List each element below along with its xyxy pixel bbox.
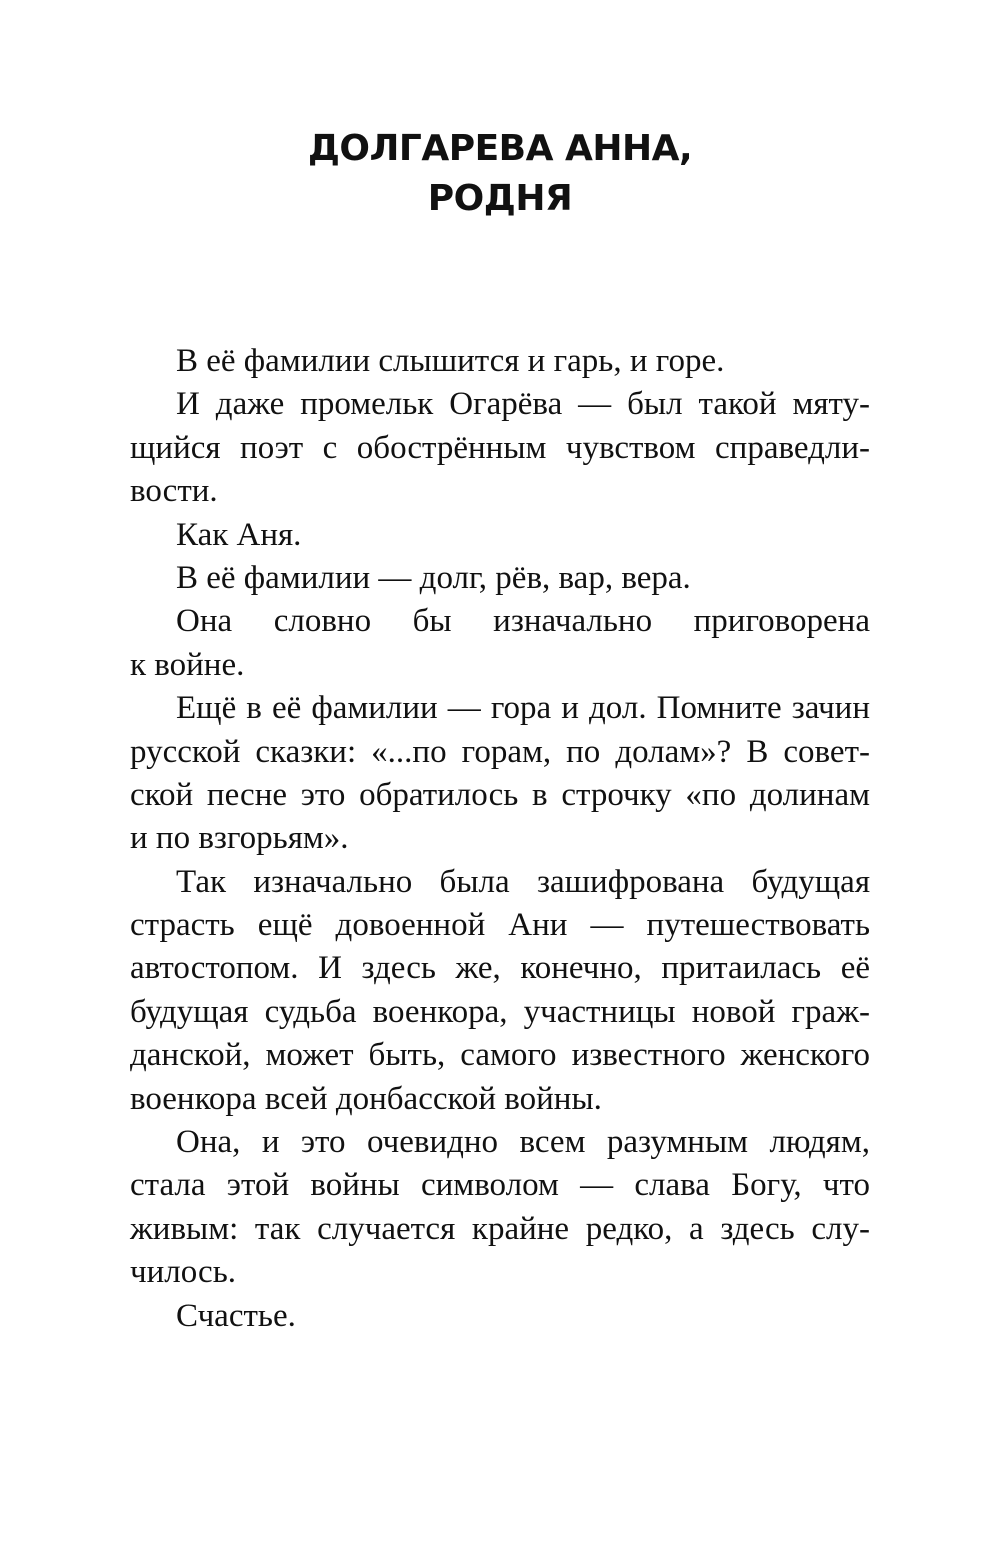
- paragraph: [130, 861, 870, 1121]
- paragraph: [130, 600, 870, 687]
- text-line: Ещё в её фамилии — гора и дол. Помните зачин: [176, 690, 870, 727]
- text-line: русской сказки: «...по горам, по долам»? В совет-: [130, 733, 870, 770]
- body-text: [130, 340, 870, 1338]
- text-line: чилось.: [130, 1254, 236, 1291]
- text-line: щийся поэт с обострённым чувством справедли-: [130, 429, 870, 466]
- text-line: Она словно бы изначально приговорена: [176, 603, 870, 640]
- text-line: вости.: [130, 473, 218, 510]
- text-line: ской песне это обратилось в строчку «по долинам: [130, 776, 870, 813]
- text-line: стала этой войны символом — слава Богу, что: [130, 1167, 870, 1204]
- text-line: живым: так случается крайне редко, а здесь слу-: [130, 1210, 870, 1247]
- paragraph: [130, 1295, 870, 1338]
- paragraph: [130, 383, 870, 513]
- text-line: к войне.: [130, 646, 245, 683]
- paragraph: [130, 340, 870, 383]
- paragraph: [130, 514, 870, 557]
- text-line: В её фамилии слышится и гарь, и горе.: [176, 343, 725, 379]
- text-line: страсть ещё довоенной Ани — путешествовать: [130, 907, 870, 944]
- text-line: Она, и это очевидно всем разумным людям,: [176, 1124, 870, 1161]
- paragraph: [130, 1121, 870, 1295]
- title-line-1: ДОЛГАРЕВА АННА,: [307, 128, 693, 169]
- text-line: и по взгорьям».: [130, 820, 349, 857]
- text-line: будущая судьба военкора, участницы новой граж-: [130, 993, 870, 1030]
- text-line: Счастье.: [176, 1297, 296, 1334]
- text-line: В её фамилии — долг, рёв, вар, вера.: [176, 559, 691, 596]
- text-line: военкора всей донбасской войны.: [130, 1080, 602, 1117]
- page-title: [0, 124, 1000, 224]
- text-line: Так изначально была зашифрована будущая: [176, 863, 870, 900]
- text-line: данской, может быть, самого известного женского: [130, 1037, 870, 1074]
- text-line: автостопом. И здесь же, конечно, притаилась её: [130, 950, 870, 987]
- title-line-2: РОДНЯ: [427, 178, 573, 219]
- paragraph: [130, 687, 870, 861]
- text-line: И даже промельк Огарёва — был такой мяту-: [176, 386, 870, 423]
- paragraph: [130, 557, 870, 600]
- text-line: Как Аня.: [176, 516, 302, 553]
